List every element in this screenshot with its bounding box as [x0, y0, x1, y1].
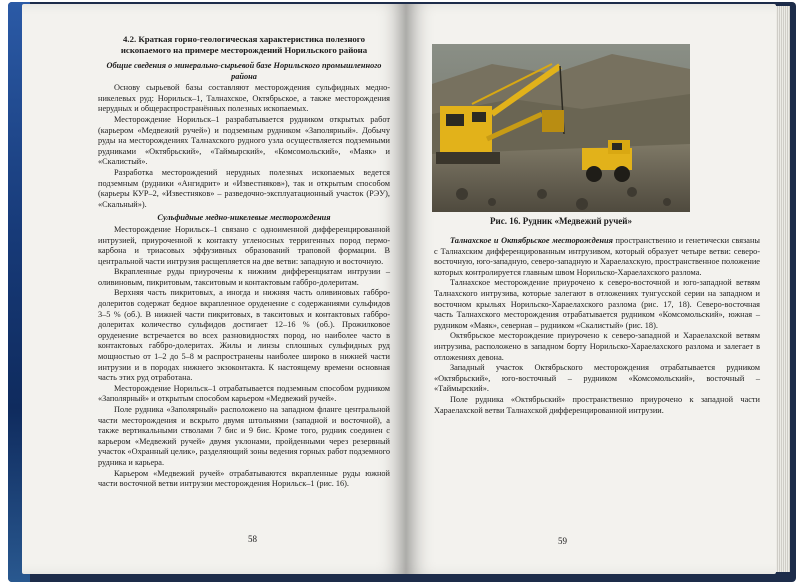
paragraph: Месторождение Норильск–1 связано с одноименной дифференцированной интрузией, приуроченной к контакту угленосных терригенных пород пермо-карбона и триасовых эффузивных образований траповой формации. В центральной части интрузия расщепляется на две ветви: западную и восточную. — [98, 224, 390, 266]
paragraph: Основу сырьевой базы составляют месторождения сульфидных медно-никелевых руд: Норильск–1, Талнахское, Октябрьское, а также месторождения нерудных и общераспространённых полезных ископаемых. — [98, 83, 390, 114]
paragraph: Месторождение Норильск–1 отрабатывается подземным способом рудником «Заполярный» и открытым способом карьером «Медвежий ручей». — [98, 383, 390, 404]
paragraph-talnakh — [434, 236, 760, 278]
paragraph: Поле рудника «Заполярный» расположено на западном фланге центральной части месторождения и вскрыто двумя штольнями (западной и восточной), а также вертикальными стволами 7 бис и 9 бис. Кроме того, рудник соединен с карьером «Медвежий ручей» двумя уклонами, пройденными через резервный участок «Охранный целик», разделяющий зоны ведения горных работ подземного рудника и карьера. — [98, 405, 390, 467]
mine-photo — [432, 44, 690, 212]
figure-caption: Рис. 16. Рудник «Медвежий ручей» — [490, 216, 632, 226]
subheading-sulfide-deposits: Сульфидные медно-никелевые месторождения — [157, 213, 331, 223]
paragraph: Западный участок Октябрьского месторождения отрабатывается рудником «Октябрьский», юго-восточный – рудником «Комсомольский», восточный – «Таймырский». — [434, 363, 760, 394]
right-page-text — [434, 236, 760, 416]
left-page-text — [98, 34, 390, 490]
book — [8, 2, 796, 582]
paragraph: Талнахское месторождение приурочено к северо-восточной и юго-западной ветвям Талнахского интрузива, которые залегают в отложениях тунгусской серии на западном и восточном крыльях Норильско-Хараелахского разлома (рис. 17, 18). Северо-восточная часть Талнахского месторождения отрабатывается рудником «Комсомольский», южная – рудником «Маяк», северная – рудником «Скалистый» (рис. 18). — [434, 278, 760, 330]
paragraph: Вкрапленные руды приурочены к нижним дифференциатам интрузии – оливиновым, пикритовым, такситовым и контактовым габбро-долеритам. — [98, 267, 390, 287]
paragraph: Месторождение Норильск–1 разрабатывается рудником открытых работ (карьером «Медвежий ручей») и подземным рудником «Заполярный». Добычу руды на месторождениях Талнахского рудного узла осуществляется подземными рудниками «Октябрьский», «Таймырский», «Комсомольский», «Маяк» и «Скалистый». — [98, 114, 390, 167]
page-stack-edge — [776, 6, 790, 572]
right-page — [406, 4, 776, 574]
deposit-emphasis: Талнахское и Октябрьское месторождения — [450, 236, 613, 245]
paragraph: Октябрьское месторождение приурочено к северо-западной и Хараелахской ветвям интрузива, расположено в западном борту Норильско-Хараелахского разлома и залегает в отложениях девона. — [434, 331, 760, 362]
paragraph: Разработка месторождений нерудных полезных ископаемых ведется подземным (рудники «Ангидрит» и «Известняков»), так и открытым способом (карьеры КУР–2, «Известняков» – разведочно-эксплуатационный участок (РЭУ), «Скальный»). — [98, 167, 390, 209]
page-number: 59 — [558, 536, 567, 546]
paragraph-text: пространственно и генетически связаны с Талнахским дифференцированным интрузивом, который образует четыре ветви: северо-восточную, юго-западную, северо-западную и Хараелахскую, пространственное положение которых контролируется главным швом Норильско-Хараелахского разлома. — [434, 236, 760, 277]
paragraph: Карьером «Медвежий ручей» отрабатываются вкрапленные руды южной части восточной ветви интрузии месторождения Норильск–1 (рис. 16). — [98, 468, 390, 489]
subheading-mineral-base: Общие сведения о минерально-сырьевой базе Норильского промышленного района — [106, 61, 382, 81]
paragraph: Верхняя часть пикритовых, а иногда и нижняя часть оливиновых габбро-долеритов содержат бедное вкрапленное оруденение с содержаниями сульфидов 3–5 % (об.). В нижней части пикритовых, в такситовых и контактовых габбро-долеритах количество сульфидов достигает 12–16 % (об.). Прожилковое оруденение встречается во всех разновидностях пород, но наиболее часто в контактовых габбро-долеритах. Жилы и линзы сплошных сульфидных руд мощностью от 1–2 до 5–8 м распространены наиболее широко в нижней части интрузии и в породах нижнего экзоконтакта. К настоящему времени основная часть этих руд отработана. — [98, 288, 390, 383]
page-number: 58 — [248, 534, 257, 544]
left-page — [22, 4, 406, 574]
section-heading: 4.2. Краткая горно-геологическая характеристика полезного ископаемого на примере месторождений Норильского района — [120, 34, 368, 55]
paragraph: Поле рудника «Октябрьский» пространственно приурочено к западной части Хараелахской ветви Талнахской дифференцированной интрузии. — [434, 394, 760, 415]
open-pit-excavator-image — [432, 44, 690, 212]
